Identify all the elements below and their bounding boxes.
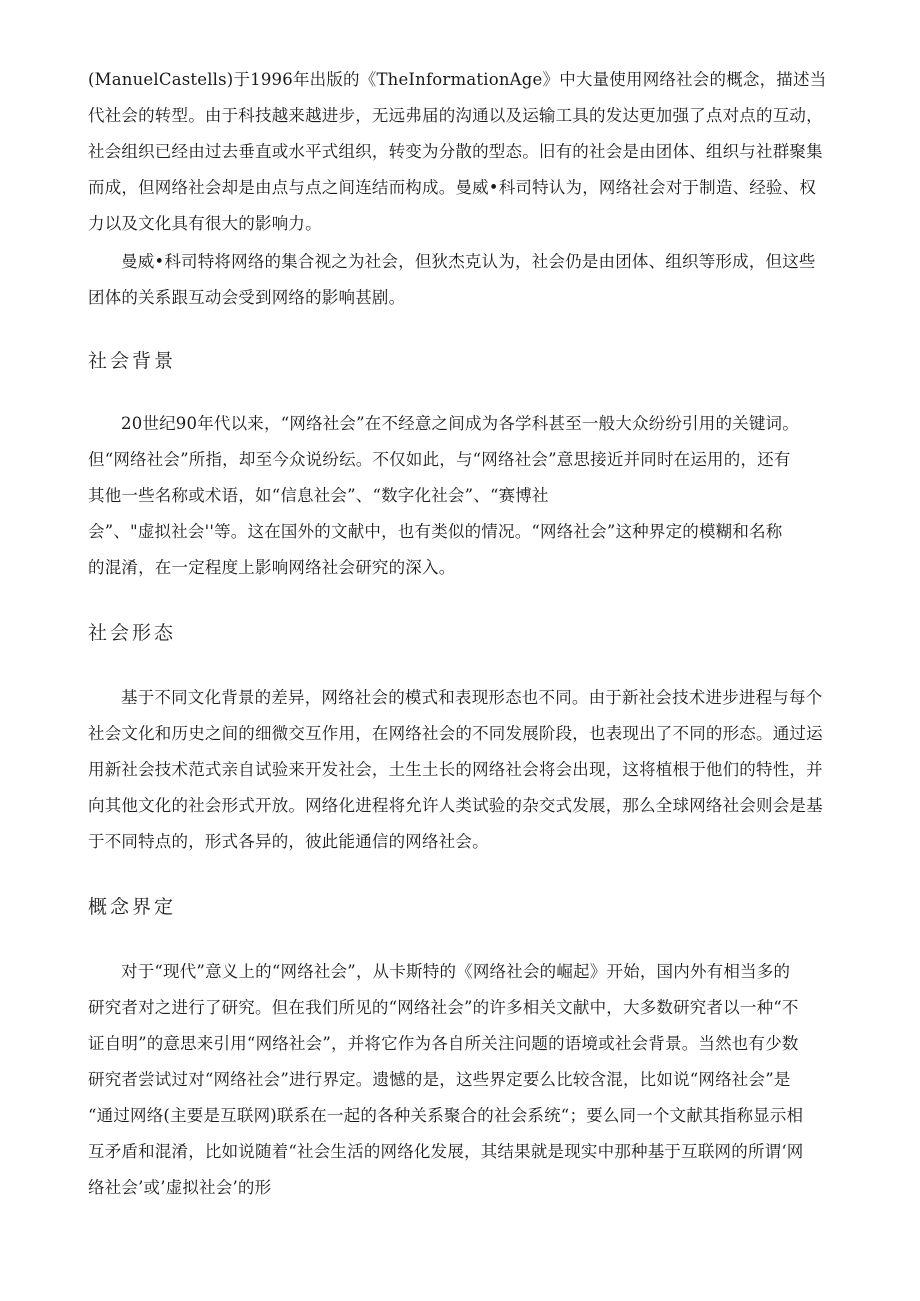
section-definition-paragraph — [88, 954, 843, 1206]
text-line: 基于不同文化背景的差异，网络社会的模式和表现形态也不同。由于新社会技术进步进程与每个 — [121, 688, 823, 707]
text-line: 研究者尝试过对“网络社会”进行界定。遗憾的是，这些界定要么比较含混，比如说“网络社会”是 — [88, 1070, 791, 1089]
text-line: 但“网络社会”所指，却至今众说纷纭。不仅如此，与“网络社会”意思接近并同时在运用的，还有 — [88, 450, 791, 469]
text-line: 20世纪90年代以来，“网络社会”在不经意之间成为各学科甚至一般大众纷纷引用的关键词。 — [121, 414, 799, 433]
text-line: 代社会的转型。由于科技越来越进步，无远弗届的沟通以及运输工具的发达更加强了点对点的互动， — [88, 106, 823, 125]
text-line: 的混淆，在一定程度上影响网络社会研究的深入。 — [88, 558, 456, 577]
text-line: 社会组织已经由过去垂直或水平式组织，转变为分散的型态。旧有的社会是由团体、组织与社群聚集 — [88, 142, 823, 161]
section-form-paragraph — [88, 680, 843, 860]
text-line: 证自明”的意思来引用“网络社会”，并将它作为各自所关注问题的语境或社会背景。当然也有少数 — [88, 1034, 799, 1053]
section-heading-background: 社会背景 — [88, 350, 177, 372]
text-line: 于不同特点的，形式各异的，彼此能通信的网络社会。 — [88, 832, 489, 851]
document-page — [88, 62, 843, 1206]
intro-paragraph-2 — [88, 244, 843, 316]
text-line: 而成，但网络社会却是由点与点之间连结而构成。曼威•科司特认为，网络社会对于制造、经验、权 — [88, 178, 817, 197]
text-line: 向其他文化的社会形式开放。网络化进程将允许人类试验的杂交式发展，那么全球网络社会则会是基 — [88, 796, 823, 815]
text-line: 力以及文化具有很大的影响力。 — [88, 214, 322, 233]
text-line: “通过网络(主要是互联网)联系在一起的各种关系聚合的社会系统“；要么同一个文献其指称显示相 — [88, 1106, 804, 1125]
section-heading-definition: 概念界定 — [88, 896, 177, 918]
text-line: 络社会’或’虚拟社会’的形 — [88, 1178, 272, 1197]
text-line: 会”、"虚拟社会''等。这在国外的文献中，也有类似的情况。“网络社会”这种界定的模糊和名称 — [88, 522, 783, 541]
text-line: 对于“现代”意义上的“网络社会”，从卡斯特的《网络社会的崛起》开始，国内外有相当多的 — [121, 962, 791, 981]
text-line: 其他一些名称或术语，如“信息社会”、“数字化社会”、“赛博社 — [88, 486, 549, 505]
section-heading-form: 社会形态 — [88, 622, 177, 644]
text-line: 社会文化和历史之间的细微交互作用，在网络社会的不同发展阶段，也表现出了不同的形态。通过运 — [88, 724, 823, 743]
text-line: 研究者对之进行了研究。但在我们所见的“网络社会”的许多相关文献中，大多数研究者以一种“不 — [88, 998, 799, 1017]
text-line: 团体的关系跟互动会受到网络的影响甚剧。 — [88, 288, 406, 307]
text-line: (ManuelCastells)于1996年出版的《TheInformationAge》中大量使用网络社会的概念，描述当 — [88, 70, 827, 89]
section-background-paragraph — [88, 406, 843, 586]
text-line: 互矛盾和混淆，比如说随着“社会生活的网络化发展，其结果就是现实中那种基于互联网的所谓‘网 — [88, 1142, 804, 1161]
intro-paragraph — [88, 62, 843, 242]
text-line: 用新社会技术范式亲自试验来开发社会，土生土长的网络社会将会出现，这将植根于他们的特性，并 — [88, 760, 823, 779]
text-line: 曼威•科司特将网络的集合视之为社会，但狄杰克认为，社会仍是由团体、组织等形成，但这些 — [121, 252, 816, 271]
